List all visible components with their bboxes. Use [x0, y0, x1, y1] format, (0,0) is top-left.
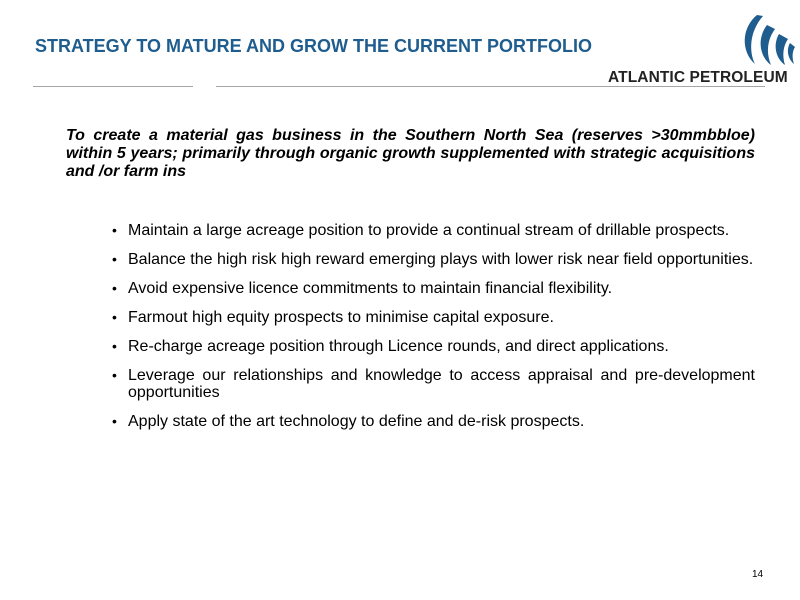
bullet-item	[112, 222, 755, 239]
bullet-dot: •	[112, 338, 117, 354]
atlantic-petroleum-wave-icon	[733, 12, 795, 70]
bullet-text: Re-charge acreage position through Licence rounds, and direct applications.	[128, 338, 669, 355]
bullet-item	[112, 309, 755, 326]
strategy-statement: To create a material gas business in the Southern North Sea (reserves >30mmbbloe) within 5 years; primarily through organic growth supplemented with strategic acquisitions and /or farm ins	[66, 127, 755, 180]
bullet-text: Maintain a large acreage position to provide a continual stream of drillable prospects.	[128, 222, 730, 239]
bullet-text: Apply state of the art technology to define and de-risk prospects.	[128, 413, 585, 430]
bullet-item	[112, 338, 755, 355]
bullet-dot: •	[112, 367, 117, 383]
header-divider-left	[33, 86, 193, 87]
bullet-dot: •	[112, 222, 117, 238]
bullet-item	[112, 413, 755, 430]
bullet-dot: •	[112, 309, 117, 325]
bullet-text: Balance the high risk high reward emerging plays with lower risk near field opportunities.	[128, 251, 754, 268]
bullet-dot: •	[112, 280, 117, 296]
bullet-text: Leverage our relationships and knowledge to access appraisal and pre-development opportunities	[128, 367, 755, 401]
bullet-text: Avoid expensive licence commitments to maintain financial flexibility.	[128, 280, 613, 297]
strategy-bullet-list	[112, 222, 755, 442]
bullet-item	[112, 367, 755, 401]
bullet-item	[112, 280, 755, 297]
company-logo-text: ATLANTIC PETROLEUM	[608, 69, 788, 86]
bullet-dot: •	[112, 251, 117, 267]
bullet-text: Farmout high equity prospects to minimise capital exposure.	[128, 309, 554, 326]
bullet-dot: •	[112, 413, 117, 429]
slide-title: STRATEGY TO MATURE AND GROW THE CURRENT PORTFOLIO	[35, 36, 592, 56]
bullet-item	[112, 251, 755, 268]
page-number: 14	[752, 569, 764, 580]
